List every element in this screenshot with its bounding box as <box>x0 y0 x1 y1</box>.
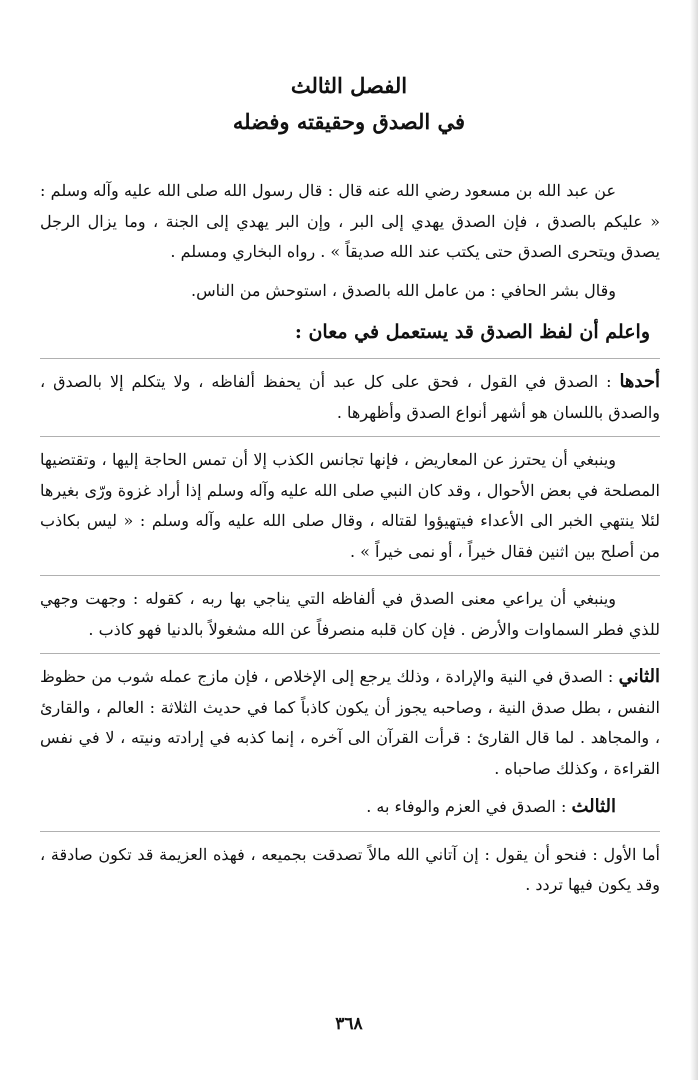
chapter-title: الفصل الثالث <box>290 73 408 98</box>
third-meaning-lead: الثالث <box>571 796 616 817</box>
first-meaning-lead: أحدها <box>619 371 660 392</box>
wajjahtu-paragraph: وينبغي أن يراعي معنى الصدق في ألفاظه التي يناجي بها ربه ، كقوله : وجهت وجهي للذي فطر السماوات والأرض . فإن كان قلبه منصرفاً عن الله مشغولاً بالدنيا فهو كاذب . <box>40 589 660 639</box>
second-meaning-body: : الصدق في النية والإرادة ، وذلك يرجع إلى الإخلاص ، فإن مازج عمله شوب من حظوظ النفس ، بطل صدق النية ، وصاحبه يجوز أن يكون كاذباً كما في حديث الثلاثة : العالم ، والقارئ ، والمجاهد . لما قال القارئ : قرأت القرآن الى آخره ، إنما كذبه في إرادته ونيته ، لا في نفس القراءة ، وكذلك صاحباه . <box>40 667 660 778</box>
body-text <box>40 176 660 909</box>
chapter-subtitle: في الصدق وحقيقته وفضله <box>232 109 466 134</box>
amma-paragraph: أما الأول : فنحو أن يقول : إن آتاني الله مالاً تصدقت بجميعه ، فهذه العزيمة قد تكون صادقة ، وقد يكون فيها تردد . <box>40 844 660 894</box>
hadith-paragraph: عن عبد الله بن مسعود رضي الله عنه قال : قال رسول الله صلى الله عليه وآله وسلم : « عليكم بالصدق ، فإن الصدق يهدي إلى البر ، وإن البر يهدي إلى الجنة ، وما يزال الرجل يصدق ويتحرى الصدق حتى يكتب عند الله صديقاً » . رواه البخاري ومسلم . <box>40 181 660 261</box>
section-heading: واعلم أن لفظ الصدق قد يستعمل في معان : <box>294 321 650 343</box>
chapter-heading <box>0 68 698 140</box>
first-meaning-body: : الصدق في القول ، فحق على كل عبد أن يحفظ ألفاظه ، ولا يتكلم إلا بالصدق ، والصدق باللسان هو أشهر أنواع الصدق وأظهرها . <box>40 372 660 422</box>
first-meaning-paragraph <box>40 367 660 428</box>
second-meaning-lead: الثاني <box>618 666 660 687</box>
divider <box>40 436 660 437</box>
third-meaning-body: : الصدق في العزم والوفاء به . <box>366 797 572 816</box>
third-meaning-paragraph <box>40 792 660 823</box>
divider <box>40 358 660 359</box>
page-edge-shadow <box>690 0 698 1080</box>
divider <box>40 831 660 832</box>
maarid-paragraph: وينبغي أن يحترز عن المعاريض ، فإنها تجانس الكذب إلا أن تمس الحاجة إليها ، وتقتضيها المصلحة في بعض الأحوال ، وقد كان النبي صلى الله عليه وآله وسلم إذا أراد غزوة ورّى بغيرها لئلا ينتهي الخبر الى الأعداء فيتهيؤوا لقتاله ، وقال صلى الله عليه وآله وسلم : « ليس بكاذب من أصلح بين اثنين فقال خيراً ، أو نمى خيراً » . <box>40 450 660 561</box>
second-meaning-paragraph <box>40 662 660 784</box>
divider <box>40 653 660 654</box>
divider <box>40 575 660 576</box>
bishr-quote-paragraph: وقال بشر الحافي : من عامل الله بالصدق ، استوحش من الناس. <box>190 280 616 300</box>
page-number: ٣٦٨ <box>335 1014 363 1034</box>
